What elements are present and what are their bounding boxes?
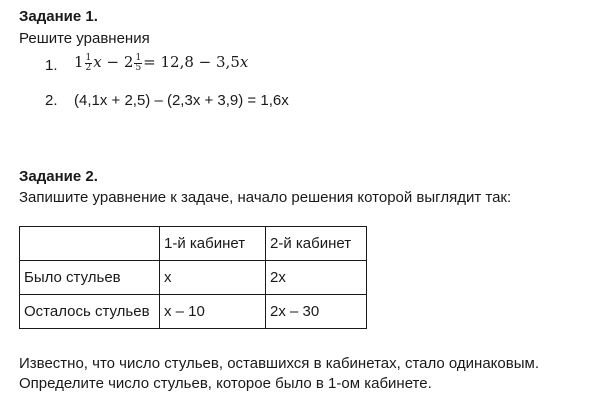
eq1-fraction-1 <box>85 54 93 73</box>
table-cell: 2x <box>266 261 367 295</box>
eq1-frac1-denominator: 2 <box>85 62 92 73</box>
table-header-cell <box>20 227 160 261</box>
task2-instruction: Запишите уравнение к задаче, начало решения которой выглядит так: <box>19 189 512 206</box>
table-header-cell: 2-й кабинет <box>266 227 367 261</box>
equation-2-number: 2. <box>45 92 58 109</box>
eq1-rest: = 12,8 − 3,5 <box>143 53 240 71</box>
eq1-var2: x <box>239 53 249 71</box>
table-cell: Осталось стульев <box>20 295 160 329</box>
equation-2: (4,1x + 2,5) – (2,3x + 3,9) = 1,6x <box>74 92 289 109</box>
table-cell: Было стульев <box>20 261 160 295</box>
task2-paragraph-line-1: Известно, что число стульев, оставшихся в кабинетах, стало одинаковым. <box>19 355 539 372</box>
task1-instruction: Решите уравнения <box>19 30 150 47</box>
table-header-row <box>20 227 367 261</box>
eq1-whole1: 1 <box>74 53 84 71</box>
task1-title: Задание 1. <box>19 8 98 25</box>
eq1-frac2-denominator: 5 <box>135 62 142 73</box>
table-cell: x – 10 <box>160 295 266 329</box>
eq1-frac2-numerator: 1 <box>135 52 142 63</box>
equation-1-number: 1. <box>45 57 58 74</box>
task2-paragraph-line-2: Определите число стульев, которое было в 1-ом кабинете. <box>19 375 432 392</box>
equation-1 <box>74 53 248 73</box>
table-cell: x <box>160 261 266 295</box>
eq1-fraction-2 <box>134 54 142 73</box>
eq1-frac1-numerator: 1 <box>85 52 92 63</box>
eq1-whole2: 2 <box>123 53 134 71</box>
task2-title: Задание 2. <box>19 168 98 185</box>
eq1-var1: x <box>93 53 102 71</box>
table-cell: 2x – 30 <box>266 295 367 329</box>
table-header-cell: 1-й кабинет <box>160 227 266 261</box>
data-table <box>19 226 367 329</box>
table-row <box>20 295 367 329</box>
table-row <box>20 261 367 295</box>
eq1-minus: − <box>106 53 120 71</box>
